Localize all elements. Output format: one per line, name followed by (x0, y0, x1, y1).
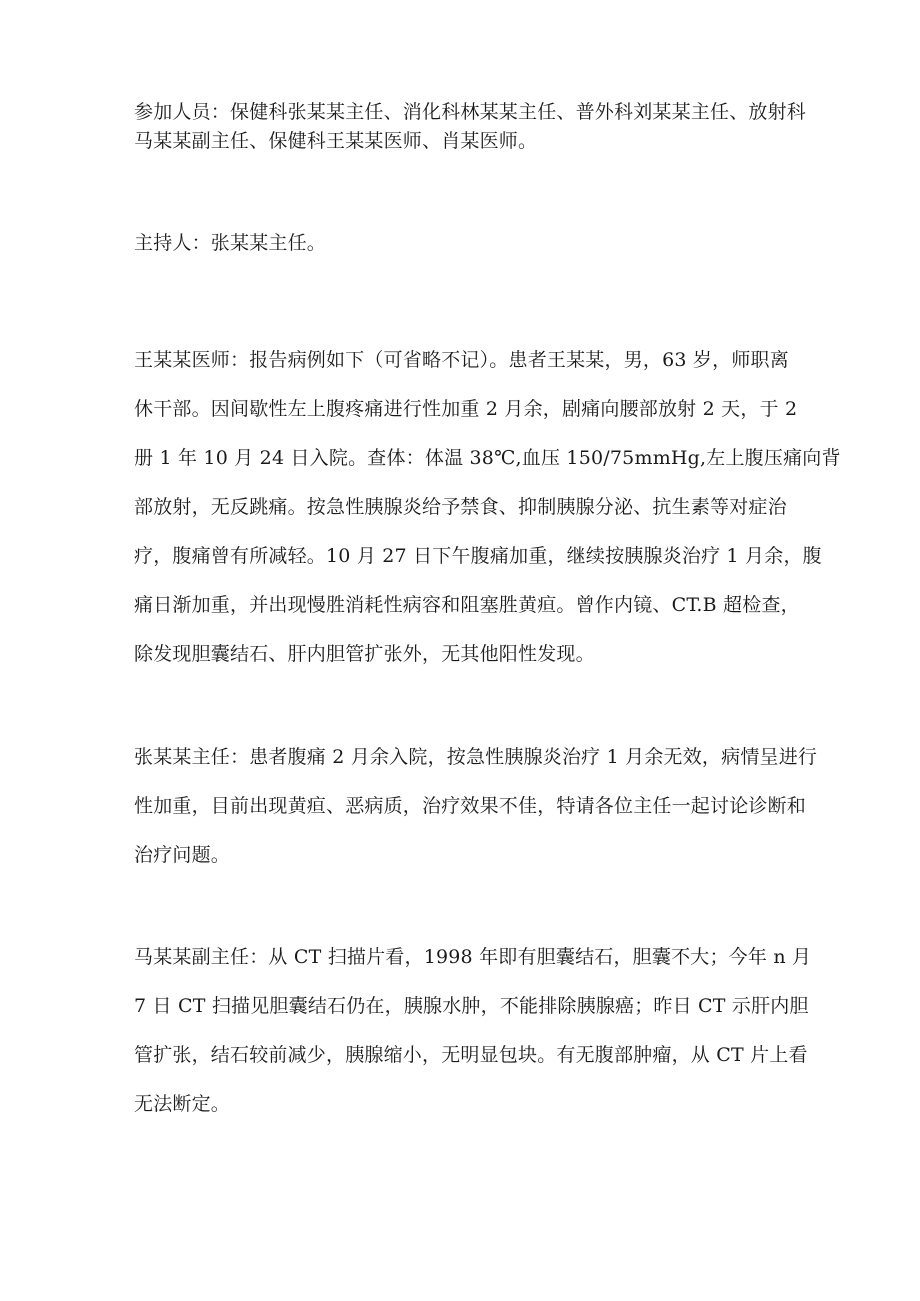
text-line: 管扩张，结石较前减少，胰腺缩小，无明显包块。有无腹部肿瘤，从 CT 片上看 (134, 1044, 808, 1066)
text-line: 无法断定。 (134, 1093, 231, 1115)
zhang-comment-paragraph (134, 733, 818, 880)
text-line: 部放射，无反跳痛。按急性胰腺炎给予禁食、抑制胰腺分泌、抗生素等对症治 (134, 496, 787, 518)
text-line: 除发现胆囊结石、肝内胆管扩张外，无其他阳性发现。 (134, 643, 595, 665)
text-line: 马某某副主任、保健科王某某医师、肖某医师。 (134, 130, 538, 152)
text-line: 参加人员：保健科张某某主任、消化科林某某主任、普外科刘某某主任、放射科 (134, 101, 807, 123)
text-line: 张某某主任：患者腹痛 2 月余入院，按急性胰腺炎治疗 1 月余无效，病情呈进行 (134, 746, 818, 768)
text-line: 治疗问题。 (134, 844, 231, 866)
host-paragraph (134, 229, 794, 258)
case-report-paragraph (134, 336, 841, 679)
text-line: 性加重，目前出现黄疸、恶病质，治疗效果不佳，特请各位主任一起讨论诊断和 (134, 795, 807, 817)
text-line: 7 日 CT 扫描见胆囊结石仍在，胰腺水肿，不能排除胰腺癌；昨日 CT 示肝内胆 (134, 995, 809, 1017)
text-line: 册 1 年 10 月 24 日入院。查体：体温 38℃,血压 150/75mmHg,左上腹压痛向背 (134, 447, 841, 469)
attendees-paragraph (134, 98, 807, 156)
text-line: 痛日渐加重，并出现慢胜消耗性病容和阻塞胜黄疸。曾作内镜、CT.B 超检查， (134, 594, 800, 616)
text-line: 主持人：张某某主任。 (134, 232, 327, 254)
text-line: 休干部。因间歇性左上腹疼痛进行性加重 2 月余，剧痛向腰部放射 2 天，于 2 (134, 398, 798, 420)
text-line: 王某某医师：报告病例如下（可省略不记）。患者王某某，男，63 岁，师职离 (134, 349, 789, 371)
ma-comment-paragraph (134, 933, 812, 1129)
text-line: 疗，腹痛曾有所减轻。10 月 27 日下午腹痛加重，继续按胰腺炎治疗 1 月余，腹 (134, 545, 822, 567)
text-line: 马某某副主任：从 CT 扫描片看，1998 年即有胆囊结石，胆囊不大；今年 n 月 (134, 946, 812, 968)
